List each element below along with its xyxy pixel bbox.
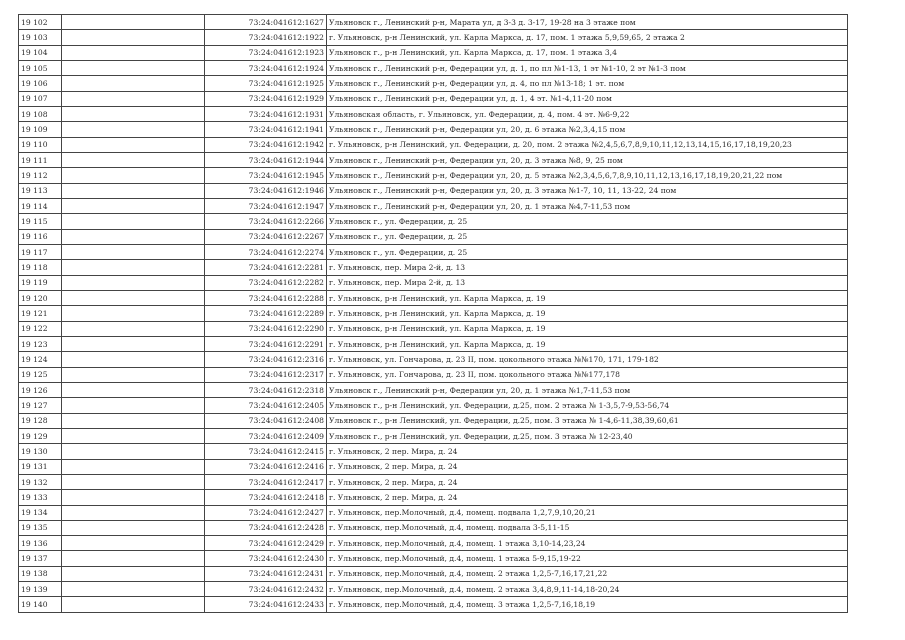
empty-cell — [62, 137, 205, 152]
address-cell: г. Ульяновск, пер.Молочный, д.4, помещ. 1 этажа 3,10-14,23,24 — [327, 536, 848, 551]
cadastral-number-cell: 73:24:041612:1945 — [205, 168, 327, 183]
table-row — [19, 106, 848, 121]
cadastral-number-cell: 73:24:041612:1923 — [205, 45, 327, 60]
row-number-cell: 19 137 — [19, 551, 62, 566]
table-row — [19, 168, 848, 183]
row-number-cell: 19 132 — [19, 474, 62, 489]
address-cell: Ульяновская область, г. Ульяновск, ул. Федерации, д. 4, пом. 4 эт. №6-9,22 — [327, 106, 848, 121]
cadastral-number-cell: 73:24:041612:2291 — [205, 336, 327, 351]
cadastral-number-cell: 73:24:041612:2290 — [205, 321, 327, 336]
table-body — [19, 15, 848, 613]
row-number-cell: 19 134 — [19, 505, 62, 520]
table-row — [19, 306, 848, 321]
empty-cell — [62, 474, 205, 489]
table-row — [19, 275, 848, 290]
table-row — [19, 520, 848, 535]
empty-cell — [62, 91, 205, 106]
cadastral-number-cell: 73:24:041612:2318 — [205, 382, 327, 397]
cadastral-number-cell: 73:24:041612:1931 — [205, 106, 327, 121]
address-cell: г. Ульяновск, пер.Молочный, д.4, помещ. 1 этажа 5-9,15,19-22 — [327, 551, 848, 566]
cadastral-number-cell: 73:24:041612:2267 — [205, 229, 327, 244]
property-registry-table — [18, 14, 848, 613]
row-number-cell: 19 107 — [19, 91, 62, 106]
row-number-cell: 19 122 — [19, 321, 62, 336]
empty-cell — [62, 244, 205, 259]
table-row — [19, 229, 848, 244]
empty-cell — [62, 413, 205, 428]
row-number-cell: 19 131 — [19, 459, 62, 474]
empty-cell — [62, 367, 205, 382]
cadastral-number-cell: 73:24:041612:1942 — [205, 137, 327, 152]
empty-cell — [62, 275, 205, 290]
empty-cell — [62, 15, 205, 30]
table-row — [19, 152, 848, 167]
table-row — [19, 428, 848, 443]
table-row — [19, 444, 848, 459]
row-number-cell: 19 129 — [19, 428, 62, 443]
row-number-cell: 19 126 — [19, 382, 62, 397]
table-row — [19, 76, 848, 91]
row-number-cell: 19 135 — [19, 520, 62, 535]
address-cell: Ульяновск г., Ленинский р-н, Федерации ул, д. 1, 4 эт. №1-4,11-20 пом — [327, 91, 848, 106]
empty-cell — [62, 536, 205, 551]
address-cell: г. Ульяновск, пер. Мира 2-й, д. 13 — [327, 275, 848, 290]
address-cell: Ульяновск г., р-н Ленинский, ул. Федерации, д.25, пом. 3 этажа № 1-4,6-11,38,39,60,61 — [327, 413, 848, 428]
row-number-cell: 19 133 — [19, 490, 62, 505]
cadastral-number-cell: 73:24:041612:2433 — [205, 597, 327, 612]
address-cell: Ульяновск г., Ленинский р-н, Федерации ул, 20, д. 1 этажа №1,7-11,53 пом — [327, 382, 848, 397]
address-cell: Ульяновск г., Ленинский р-н, Марата ул, д 3-3 д. 3-17, 19-28 на 3 этаже пом — [327, 15, 848, 30]
empty-cell — [62, 490, 205, 505]
address-cell: г. Ульяновск, пер. Мира 2-й, д. 13 — [327, 260, 848, 275]
address-cell: Ульяновск г., Ленинский р-н, Федерации ул, 20, д. 5 этажа №2,3,4,5,6,7,8,9,10,11,12,13,16,17,18,19,20,21,22 пом — [327, 168, 848, 183]
empty-cell — [62, 597, 205, 612]
empty-cell — [62, 428, 205, 443]
row-number-cell: 19 112 — [19, 168, 62, 183]
row-number-cell: 19 128 — [19, 413, 62, 428]
row-number-cell: 19 111 — [19, 152, 62, 167]
cadastral-number-cell: 73:24:041612:1941 — [205, 122, 327, 137]
empty-cell — [62, 214, 205, 229]
address-cell: г. Ульяновск, р-н Ленинский, ул. Карла Маркса, д. 19 — [327, 290, 848, 305]
empty-cell — [62, 444, 205, 459]
cadastral-number-cell: 73:24:041612:2282 — [205, 275, 327, 290]
row-number-cell: 19 130 — [19, 444, 62, 459]
row-number-cell: 19 103 — [19, 30, 62, 45]
address-cell: г. Ульяновск, 2 пер. Мира, д. 24 — [327, 444, 848, 459]
address-cell: г. Ульяновск, 2 пер. Мира, д. 24 — [327, 490, 848, 505]
address-cell: г. Ульяновск, р-н Ленинский, ул. Карла Маркса, д. 17, пом. 1 этажа 5,9,59,65, 2 этажа 2 — [327, 30, 848, 45]
empty-cell — [62, 566, 205, 581]
address-cell: Ульяновск г., р-н Ленинский, ул. Карла Маркса, д. 17, пом. 1 этажа 3,4 — [327, 45, 848, 60]
cadastral-number-cell: 73:24:041612:2317 — [205, 367, 327, 382]
row-number-cell: 19 108 — [19, 106, 62, 121]
row-number-cell: 19 117 — [19, 244, 62, 259]
address-cell: Ульяновск г., р-н Ленинский, ул. Федерации, д.25, пом. 2 этажа № 1-3,5,7-9,53-56,74 — [327, 398, 848, 413]
cadastral-number-cell: 73:24:041612:2405 — [205, 398, 327, 413]
cadastral-number-cell: 73:24:041612:2274 — [205, 244, 327, 259]
address-cell: г. Ульяновск, пер.Молочный, д.4, помещ. подвала 3-5,11-15 — [327, 520, 848, 535]
table-row — [19, 122, 848, 137]
row-number-cell: 19 119 — [19, 275, 62, 290]
row-number-cell: 19 140 — [19, 597, 62, 612]
row-number-cell: 19 110 — [19, 137, 62, 152]
cadastral-number-cell: 73:24:041612:2415 — [205, 444, 327, 459]
row-number-cell: 19 116 — [19, 229, 62, 244]
row-number-cell: 19 114 — [19, 198, 62, 213]
empty-cell — [62, 505, 205, 520]
empty-cell — [62, 76, 205, 91]
cadastral-number-cell: 73:24:041612:1947 — [205, 198, 327, 213]
address-cell: Ульяновск г., Ленинский р-н, Федерации ул, 20, д. 1 этажа №4,7-11,53 пом — [327, 198, 848, 213]
address-cell: г. Ульяновск, 2 пер. Мира, д. 24 — [327, 474, 848, 489]
table-row — [19, 459, 848, 474]
table-row — [19, 474, 848, 489]
address-cell: г. Ульяновск, ул. Гончарова, д. 23 II, пом. цокольного этажа №№170, 171, 179-182 — [327, 352, 848, 367]
table-row — [19, 214, 848, 229]
table-row — [19, 352, 848, 367]
table-row — [19, 398, 848, 413]
cadastral-number-cell: 73:24:041612:2430 — [205, 551, 327, 566]
cadastral-number-cell: 73:24:041612:2409 — [205, 428, 327, 443]
address-cell: г. Ульяновск, пер.Молочный, д.4, помещ. 2 этажа 1,2,5-7,16,17,21,22 — [327, 566, 848, 581]
table-row — [19, 198, 848, 213]
table-row — [19, 582, 848, 597]
empty-cell — [62, 122, 205, 137]
row-number-cell: 19 124 — [19, 352, 62, 367]
empty-cell — [62, 336, 205, 351]
empty-cell — [62, 290, 205, 305]
table-row — [19, 413, 848, 428]
table-row — [19, 60, 848, 75]
address-cell: Ульяновск г., Ленинский р-н, Федерации ул, 20, д. 3 этажа №1-7, 10, 11, 13-22, 24 пом — [327, 183, 848, 198]
empty-cell — [62, 321, 205, 336]
address-cell: г. Ульяновск, пер.Молочный, д.4, помещ. 3 этажа 1,2,5-7,16,18,19 — [327, 597, 848, 612]
address-cell: Ульяновск г., ул. Федерации, д. 25 — [327, 229, 848, 244]
cadastral-number-cell: 73:24:041612:2408 — [205, 413, 327, 428]
table-row — [19, 45, 848, 60]
row-number-cell: 19 127 — [19, 398, 62, 413]
address-cell: г. Ульяновск, р-н Ленинский, ул. Федерации, д. 20, пом. 2 этажа №2,4,5,6,7,8,9,10,11,12,13,14,15,16,17,18,19,20,23 — [327, 137, 848, 152]
row-number-cell: 19 102 — [19, 15, 62, 30]
empty-cell — [62, 306, 205, 321]
cadastral-number-cell: 73:24:041612:2266 — [205, 214, 327, 229]
empty-cell — [62, 229, 205, 244]
table-row — [19, 290, 848, 305]
table-row — [19, 367, 848, 382]
empty-cell — [62, 551, 205, 566]
empty-cell — [62, 198, 205, 213]
cadastral-number-cell: 73:24:041612:2429 — [205, 536, 327, 551]
cadastral-number-cell: 73:24:041612:2418 — [205, 490, 327, 505]
empty-cell — [62, 45, 205, 60]
address-cell: Ульяновск г., Ленинский р-н, Федерации ул, 20, д. 6 этажа №2,3,4,15 пом — [327, 122, 848, 137]
empty-cell — [62, 260, 205, 275]
empty-cell — [62, 152, 205, 167]
empty-cell — [62, 106, 205, 121]
table-row — [19, 15, 848, 30]
row-number-cell: 19 121 — [19, 306, 62, 321]
address-cell: г. Ульяновск, ул. Гончарова, д. 23 II, пом. цокольного этажа №№177,178 — [327, 367, 848, 382]
cadastral-number-cell: 73:24:041612:2431 — [205, 566, 327, 581]
empty-cell — [62, 60, 205, 75]
empty-cell — [62, 352, 205, 367]
address-cell: Ульяновск г., ул. Федерации, д. 25 — [327, 214, 848, 229]
cadastral-number-cell: 73:24:041612:2416 — [205, 459, 327, 474]
table-row — [19, 137, 848, 152]
table-row — [19, 382, 848, 397]
address-cell: Ульяновск г., Ленинский р-н, Федерации ул, 20, д. 3 этажа №8, 9, 25 пом — [327, 152, 848, 167]
cadastral-number-cell: 73:24:041612:1929 — [205, 91, 327, 106]
address-cell: г. Ульяновск, 2 пер. Мира, д. 24 — [327, 459, 848, 474]
address-cell: Ульяновск г., Ленинский р-н, Федерации ул, д. 4, по пл №13-18; 1 эт. пом — [327, 76, 848, 91]
row-number-cell: 19 106 — [19, 76, 62, 91]
table-row — [19, 30, 848, 45]
row-number-cell: 19 113 — [19, 183, 62, 198]
cadastral-number-cell: 73:24:041612:1944 — [205, 152, 327, 167]
address-cell: г. Ульяновск, пер.Молочный, д.4, помещ. подвала 1,2,7,9,10,20,21 — [327, 505, 848, 520]
table-row — [19, 321, 848, 336]
empty-cell — [62, 183, 205, 198]
address-cell: г. Ульяновск, р-н Ленинский, ул. Карла Маркса, д. 19 — [327, 306, 848, 321]
cadastral-number-cell: 73:24:041612:2432 — [205, 582, 327, 597]
address-cell: Ульяновск г., ул. Федерации, д. 25 — [327, 244, 848, 259]
empty-cell — [62, 30, 205, 45]
table-row — [19, 91, 848, 106]
table-row — [19, 336, 848, 351]
empty-cell — [62, 168, 205, 183]
cadastral-number-cell: 73:24:041612:1925 — [205, 76, 327, 91]
row-number-cell: 19 138 — [19, 566, 62, 581]
table-row — [19, 490, 848, 505]
table-row — [19, 244, 848, 259]
address-cell: Ульяновск г., Ленинский р-н, Федерации ул, д. 1, по пл №1-13, 1 эт №1-10, 2 эт №1-3 пом — [327, 60, 848, 75]
cadastral-number-cell: 73:24:041612:2427 — [205, 505, 327, 520]
address-cell: г. Ульяновск, пер.Молочный, д.4, помещ. 2 этажа 3,4,8,9,11-14,18-20,24 — [327, 582, 848, 597]
row-number-cell: 19 104 — [19, 45, 62, 60]
cadastral-number-cell: 73:24:041612:1946 — [205, 183, 327, 198]
address-cell: г. Ульяновск, р-н Ленинский, ул. Карла Маркса, д. 19 — [327, 321, 848, 336]
empty-cell — [62, 582, 205, 597]
table-row — [19, 183, 848, 198]
row-number-cell: 19 120 — [19, 290, 62, 305]
cadastral-number-cell: 73:24:041612:2281 — [205, 260, 327, 275]
empty-cell — [62, 520, 205, 535]
table-row — [19, 536, 848, 551]
row-number-cell: 19 139 — [19, 582, 62, 597]
address-cell: г. Ульяновск, р-н Ленинский, ул. Карла Маркса, д. 19 — [327, 336, 848, 351]
table-row — [19, 566, 848, 581]
cadastral-number-cell: 73:24:041612:2428 — [205, 520, 327, 535]
table-row — [19, 260, 848, 275]
row-number-cell: 19 125 — [19, 367, 62, 382]
cadastral-number-cell: 73:24:041612:1924 — [205, 60, 327, 75]
empty-cell — [62, 398, 205, 413]
cadastral-number-cell: 73:24:041612:2289 — [205, 306, 327, 321]
cadastral-number-cell: 73:24:041612:1922 — [205, 30, 327, 45]
cadastral-number-cell: 73:24:041612:1627 — [205, 15, 327, 30]
cadastral-number-cell: 73:24:041612:2288 — [205, 290, 327, 305]
row-number-cell: 19 115 — [19, 214, 62, 229]
cadastral-number-cell: 73:24:041612:2417 — [205, 474, 327, 489]
row-number-cell: 19 136 — [19, 536, 62, 551]
empty-cell — [62, 459, 205, 474]
empty-cell — [62, 382, 205, 397]
address-cell: Ульяновск г., р-н Ленинский, ул. Федерации, д.25, пом. 3 этажа № 12-23,40 — [327, 428, 848, 443]
table-row — [19, 597, 848, 612]
row-number-cell: 19 118 — [19, 260, 62, 275]
table-row — [19, 551, 848, 566]
row-number-cell: 19 109 — [19, 122, 62, 137]
row-number-cell: 19 105 — [19, 60, 62, 75]
table-row — [19, 505, 848, 520]
row-number-cell: 19 123 — [19, 336, 62, 351]
cadastral-number-cell: 73:24:041612:2316 — [205, 352, 327, 367]
